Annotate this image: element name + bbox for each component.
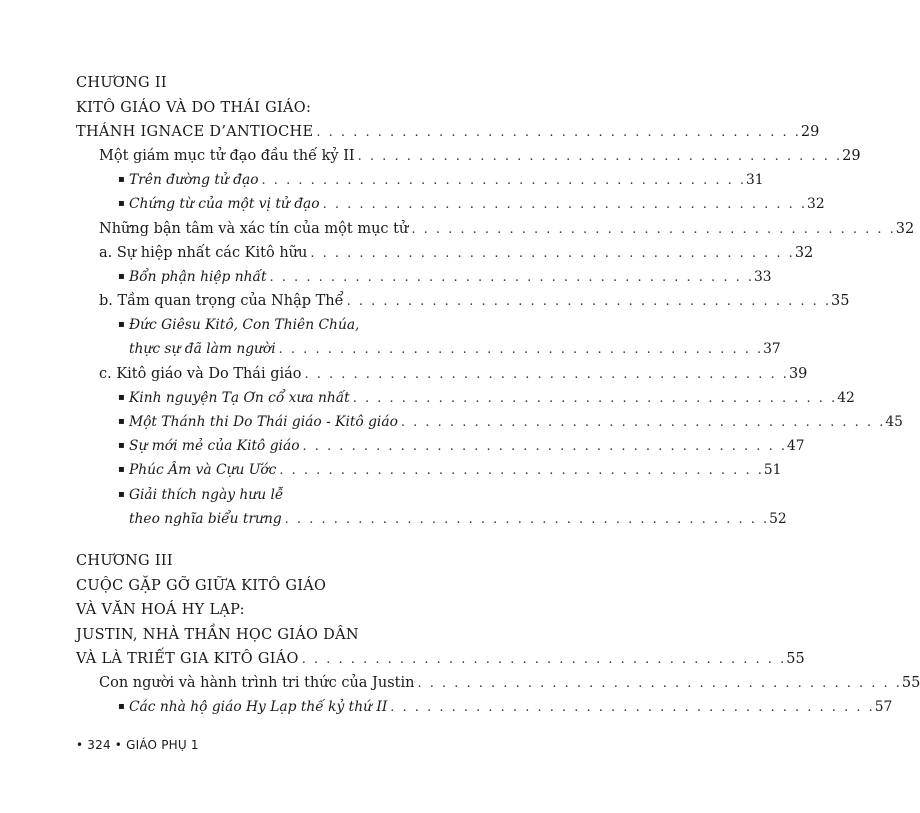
entry-page-number: 55 <box>786 651 805 667</box>
entry-title: Con người và hành trình tri thức của Justin <box>99 675 415 691</box>
entry-page-number: 45 <box>885 414 903 430</box>
entry-title: Sự mới mẻ của Kitô giáo <box>129 438 300 455</box>
toc-entry[interactable] <box>0 289 850 313</box>
chapter-title-line: CUỘC GẶP GỠ GIỮA KITÔ GIÁO <box>76 578 327 594</box>
toc-entry[interactable] <box>0 434 805 458</box>
entry-page-number: 51 <box>763 462 782 479</box>
leader-dots: . . . . . . . . . . . . . . . . . . . . . . . . . . . . . . . . . . . . . . . . <box>352 390 838 406</box>
entry-title: Một Thánh thi Do Thái giáo - Kitô giáo <box>129 414 398 430</box>
bullet-icon: ▪ <box>118 174 125 186</box>
bullet-icon: ▪ <box>118 440 125 452</box>
bullet-icon: ▪ <box>118 488 125 500</box>
leader-dots: . . . . . . . . . . . . . . . . . . . . . . . . . . . . . . . . . . . . . . . . <box>316 125 801 140</box>
chapter-title-line: KITÔ GIÁO VÀ DO THÁI GIÁO: <box>76 100 312 116</box>
leader-dots: . . . . . . . . . . . . . . . . . . . . . . . . . . . . . . . . . . . . . . . . <box>278 342 764 358</box>
chapter-label: CHƯƠNG III <box>76 553 173 569</box>
chapter-title-line: JUSTIN, NHÀ THẦN HỌC GIÁO DÂN <box>76 627 359 643</box>
toc-entry[interactable] <box>0 362 808 386</box>
toc-entry[interactable] <box>0 458 782 482</box>
leader-dots: . . . . . . . . . . . . . . . . . . . . . . . . . . . . . . . . . . . . . . . . <box>284 511 770 527</box>
entry-page-number: 31 <box>746 172 764 189</box>
leader-dots: . . . . . . . . . . . . . . . . . . . . . . . . . . . . . . . . . . . . . . . . <box>400 415 886 430</box>
toc-entry-continuation[interactable] <box>0 507 787 531</box>
leader-dots: . . . . . . . . . . . . . . . . . . . . . . . . . . . . . . . . . . . . . . . . <box>390 700 875 716</box>
chapter-3-title-line-3 <box>0 623 529 647</box>
toc-entry[interactable] <box>0 265 772 289</box>
chapter-title-line: VÀ VĂN HOÁ HY LẠP: <box>76 602 245 618</box>
toc-entry[interactable] <box>0 386 855 410</box>
entry-title: VÀ LÀ TRIẾT GIA KITÔ GIÁO <box>76 651 299 667</box>
leader-dots: . . . . . . . . . . . . . . . . . . . . . . . . . . . . . . . . . . . . . . . . <box>346 294 832 310</box>
toc-entry[interactable] <box>0 144 861 168</box>
chapter-3-title-line-2 <box>0 598 529 622</box>
leader-dots: . . . . . . . . . . . . . . . . . . . . . . . . . . . . . . . . . . . . . . . . <box>304 366 789 382</box>
entry-title: b. Tầm quan trọng của Nhập Thể <box>99 293 344 310</box>
bullet-icon: ▪ <box>118 701 125 713</box>
entry-title: Trên đường tử đạo <box>129 172 259 189</box>
page-footer: • 324 • GIÁO PHỤ 1 <box>76 738 199 752</box>
leader-dots: . . . . . . . . . . . . . . . . . . . . . . . . . . . . . . . . . . . . . . . . <box>279 463 764 479</box>
chapter-2-title <box>0 96 529 120</box>
toc-entry[interactable] <box>0 483 529 507</box>
entry-page-number: 32 <box>895 220 915 237</box>
entry-title: Phúc Âm và Cựu Ước <box>129 462 277 479</box>
leader-dots: . . . . . . . . . . . . . . . . . . . . . . . . . . . . . . . . . . . . . . . . <box>417 676 902 691</box>
chapter-2-heading <box>0 71 529 95</box>
entry-page-number: 32 <box>807 196 825 213</box>
chapter-label: CHƯƠNG II <box>76 75 167 91</box>
entry-page-number: 29 <box>842 148 861 164</box>
bullet-icon: ▪ <box>118 464 125 476</box>
leader-dots: . . . . . . . . . . . . . . . . . . . . . . . . . . . . . . . . . . . . . . . . <box>302 439 787 455</box>
entry-title: Đức Giêsu Kitô, Con Thiên Chúa, <box>129 317 360 334</box>
entry-title: THÁNH IGNACE D’ANTIOCHE <box>76 124 314 140</box>
entry-title: Những bận tâm và xác tín của một mục tử <box>99 220 409 237</box>
leader-dots: . . . . . . . . . . . . . . . . . . . . . . . . . . . . . . . . . . . . . . . . <box>269 270 754 285</box>
bullet-icon: ▪ <box>118 416 125 427</box>
leader-dots: . . . . . . . . . . . . . . . . . . . . . . . . . . . . . . . . . . . . . . . . <box>310 245 795 261</box>
entry-title: Giải thích ngày hưu lễ <box>129 486 284 503</box>
entry-page-number: 32 <box>794 244 814 261</box>
bullet-icon: ▪ <box>118 271 125 282</box>
entry-page-number: 47 <box>786 438 805 455</box>
leader-dots: . . . . . . . . . . . . . . . . . . . . . . . . . . . . . . . . . . . . . . . . <box>357 149 843 164</box>
entry-page-number: 57 <box>874 699 893 716</box>
leader-dots: . . . . . . . . . . . . . . . . . . . . . . . . . . . . . . . . . . . . . . . . <box>261 173 747 189</box>
chapter-3-title-line-1 <box>0 574 529 598</box>
entry-title: Kinh nguyện Tạ Ơn cổ xưa nhất <box>129 389 350 406</box>
entry-title: Một giám mục tử đạo đầu thế kỷ II <box>99 148 355 164</box>
toc-entry[interactable] <box>0 241 814 265</box>
entry-page-number: 37 <box>763 341 781 358</box>
entry-page-number: 55 <box>901 675 920 691</box>
toc-entry[interactable] <box>0 313 529 337</box>
entry-title: a. Sự hiệp nhất các Kitô hữu <box>99 244 308 261</box>
bullet-icon: ▪ <box>118 198 125 210</box>
toc-entry[interactable] <box>0 217 915 241</box>
chapter-2-main-entry[interactable] <box>0 120 820 144</box>
entry-title: Các nhà hộ giáo Hy Lạp thế kỷ thứ II <box>129 699 388 716</box>
entry-page-number: 42 <box>837 389 855 406</box>
entry-page-number: 35 <box>831 293 850 310</box>
bullet-icon: ▪ <box>118 319 125 331</box>
entry-page-number: 39 <box>788 365 808 382</box>
leader-dots: . . . . . . . . . . . . . . . . . . . . . . . . . . . . . . . . . . . . . . . . <box>322 197 808 213</box>
chapter-3-main-entry[interactable] <box>0 647 805 671</box>
entry-title-continued: thực sự đã làm người <box>129 341 276 358</box>
toc-entry[interactable] <box>0 671 920 695</box>
toc-entry[interactable] <box>0 192 825 216</box>
toc-entry-continuation[interactable] <box>0 337 781 361</box>
leader-dots: . . . . . . . . . . . . . . . . . . . . . . . . . . . . . . . . . . . . . . . . <box>411 221 896 237</box>
toc-entry[interactable] <box>0 168 764 192</box>
entry-page-number: 29 <box>800 124 820 140</box>
entry-title-continued: theo nghĩa biểu trưng <box>129 510 282 527</box>
toc-entry[interactable] <box>0 695 893 719</box>
entry-title: Chứng từ của một vị tử đạo <box>129 196 320 213</box>
toc-entry[interactable] <box>0 410 903 434</box>
entry-page-number: 33 <box>754 269 772 285</box>
entry-title: Bổn phận hiệp nhất <box>129 269 267 285</box>
bullet-icon: ▪ <box>118 391 125 403</box>
chapter-3-heading <box>0 549 529 573</box>
leader-dots: . . . . . . . . . . . . . . . . . . . . . . . . . . . . . . . . . . . . . . . . <box>301 652 787 667</box>
entry-title: c. Kitô giáo và Do Thái giáo <box>99 365 302 382</box>
entry-page-number: 52 <box>769 510 787 527</box>
